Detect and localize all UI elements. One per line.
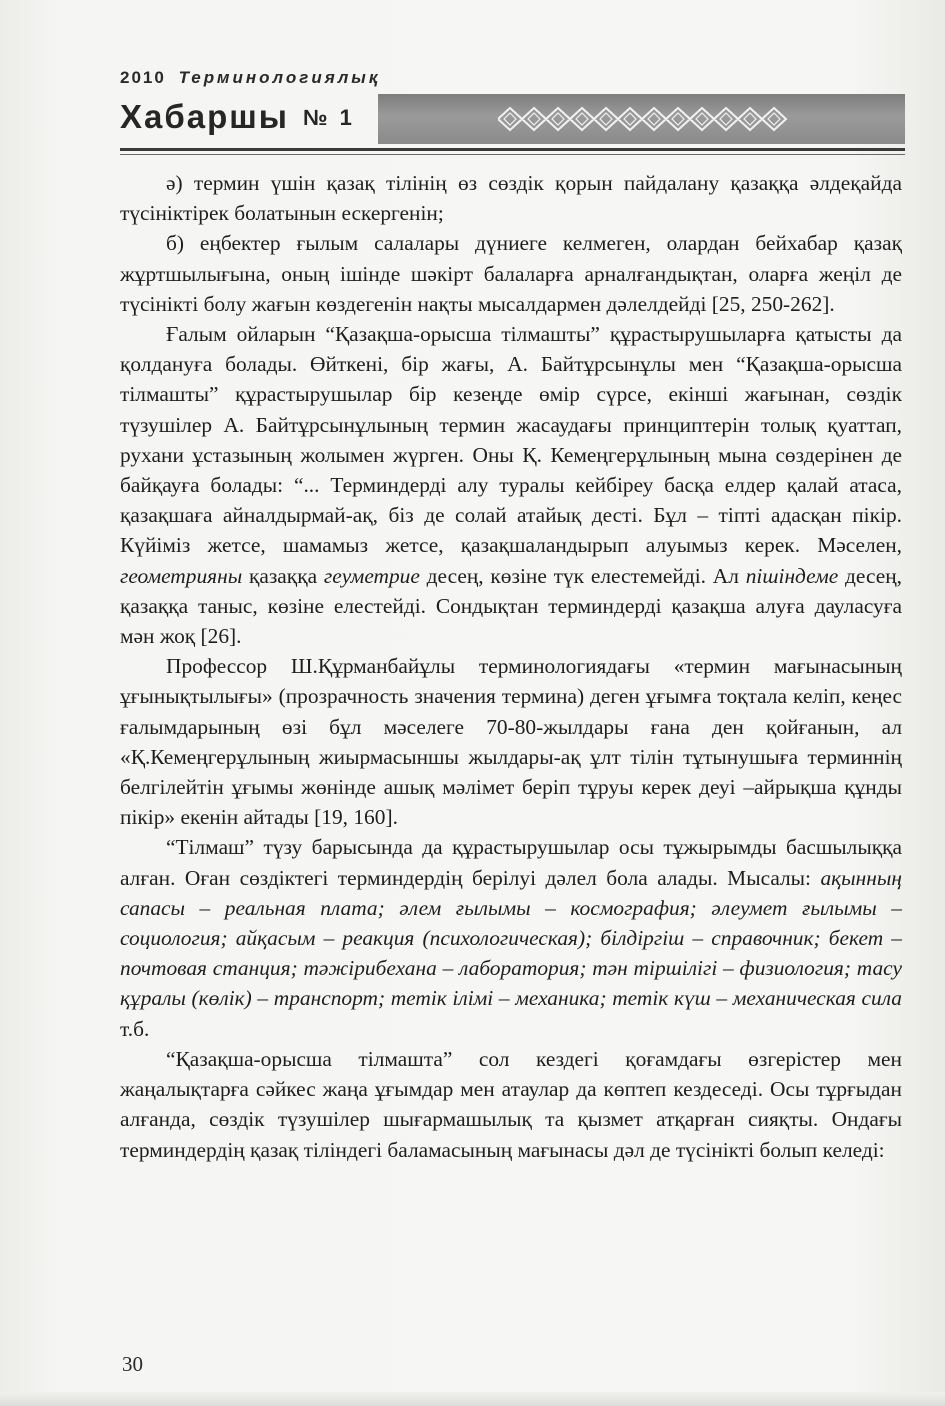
header-rule-thick xyxy=(120,148,905,151)
header-rule-thin xyxy=(120,154,905,155)
paragraph-3-italic-term-1: геометрияны xyxy=(120,563,243,588)
header-top-line xyxy=(120,68,380,92)
paragraph-3-text-c: десең, көзіне түк елестемейді. Ал xyxy=(419,563,746,588)
paragraph-1: ә) термин үшін қазақ тілінің өз сөздік қорын пайдалану қазаққа әлдеқайда түсініктірек болатынын ескергенін; xyxy=(120,171,902,226)
paragraph-4: Профессор Ш.Құрманбайұлы терминологиядағы «термин мағынасының ұғынықтылығы» (прозрачность значения термина) деген ұғымға тоқтала келіп, кеңес ғалымдарының өзі бұл мәселеге 70-80-жылдары ғана ден қойғанын, ал «Қ.Кемеңгерұлының жиырмасыншы жылдары-ақ ұлт тілін тұтынушыға терминнің белгілейтін ұғымы жөнінде ашық мәлімет беріп тұруы керек деуі –айрықша құнды пікір» екенін айтады [19, 160]. xyxy=(120,654,902,830)
paragraph-2: б) еңбектер ғылым салалары дүниеге келмеген, олардан бейхабар қазақ жұртшылығына, оның ішінде шәкірт балаларға арналғандықтан, оларға жеңіл де түсінікті болу жағын көздегенін нақты мысалдармен дәлелдейді [25, 250-262]. xyxy=(120,231,902,316)
header-series: Терминологиялық xyxy=(178,68,381,87)
paragraph-3-text-d: десең, қазаққа таныс, көзіне елестейді. Сондықтан терминдерді қазақша алуға дауласуға мән жоқ [26]. xyxy=(120,563,902,649)
header-title-line xyxy=(120,98,355,136)
page-bottom-edge xyxy=(0,1392,945,1406)
paragraph-3-italic-term-3: пішіндеме xyxy=(745,563,839,588)
page-number: 30 xyxy=(122,1352,143,1376)
paragraph-3-text-b: қазаққа xyxy=(242,563,324,588)
paragraph-5-italic-examples: ақынның сапасы – реальная плата; әлем ғылымы – космография; әлеумет ғылымы – социология; айқасым – реакция (психологическая); білдіргіш – справочник; бекет – почтовая станция; тәжірибехана – лаборатория; тән тіршілігі – физиология; тасу құралы (көлік) – транспорт; тетік ілімі – механика; тетік күш – механическая сила xyxy=(120,865,902,1011)
header-issue: № 1 xyxy=(302,105,355,130)
header-year: 2010 xyxy=(120,68,166,87)
header-title: Хабаршы xyxy=(120,98,289,135)
paragraph-5-text-b: т.б. xyxy=(120,1016,150,1041)
journal-header xyxy=(120,68,905,158)
paragraph-5 xyxy=(120,832,902,1043)
paragraph-3 xyxy=(120,319,902,651)
paragraph-5-text-a: “Тілмаш” түзу барысында да құрастырушылар осы тұжырымды басшылыққа алған. Оған сөздіктегі терминдердің берілуі дәлел бола алады. Мысалы: xyxy=(120,835,902,890)
paragraph-3-text-a: Ғалым ойларын “Қазақша-орысша тілмашты” құрастырушыларға қатысты да қолдануға болады. Өйткені, бір жағы, А. Байтұрсынұлы мен “Қазақша-орысша тілмашты” құрастырушылар бір кезеңде өмір сүрсе, екінші жағынан, сөздік түзушілер А. Байтұрсынұлының термин жасаудағы принциптерін толық қуаттап, рухани ұстазының жолымен жүрген. Оны Қ. Кемеңгерұлының мына сөздерінен де байқауға болады: “... Терминдерді алу туралы кейбіреу басқа елдер қалай атаса, қазақшаға айналдырмай-ақ, біз де солай атайық десті. Бұл – тіпті адасқан пікір. Күйіміз жетсе, шамамыз жетсе, қазақшаландырып алуымыз керек. Мәселен, xyxy=(120,322,902,558)
ornament-icon xyxy=(498,102,788,136)
paragraph-6: “Қазақша-орысша тілмашта” сол кездегі қоғамдағы өзгерістер мен жаңалықтарға сәйкес жаңа ұғымдар мен атаулар да көптеп кездеседі. Осы тұрғыдан алғанда, сөздік түзушілер шығармашылық та қызмет атқарған сияқты. Ондағы терминдердің қазақ тіліндегі баламасының мағынасы дәл де түсінікті болып келеді: xyxy=(120,1046,902,1162)
header-ornament-band xyxy=(378,94,905,144)
body-text xyxy=(120,168,902,1165)
paragraph-3-italic-term-2: геуметрие xyxy=(323,563,420,588)
